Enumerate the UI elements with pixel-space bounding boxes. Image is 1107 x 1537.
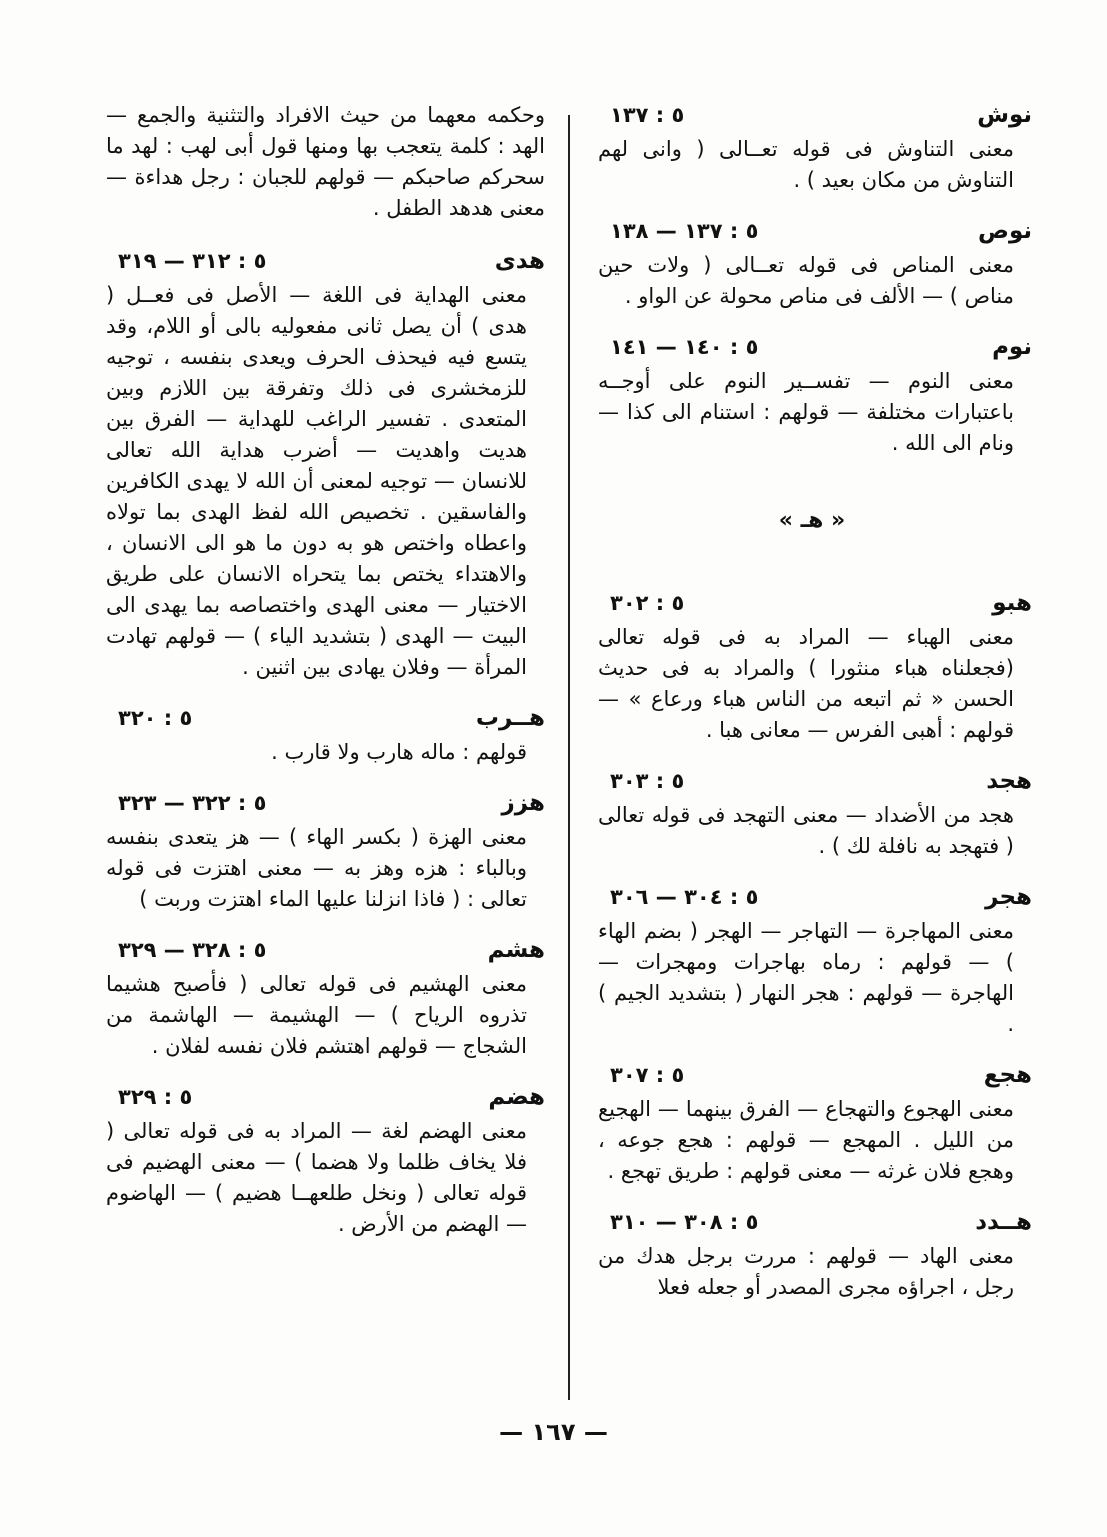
entry-reference: ٥ : ٣٠٤ — ٣٠٦ [610,885,759,909]
entry-nws [592,216,1032,312]
entry-hshm [100,935,545,1062]
entry-header [100,788,545,822]
entry-term: هزز [501,790,545,816]
entry-header [592,1060,1032,1094]
entry-reference: ٥ : ٣٢٩ [118,1085,193,1109]
entry-reference: ٥ : ٣٢٢ — ٣٢٣ [118,791,267,815]
entry-term: هبو [992,590,1032,616]
entry-header [592,100,1032,134]
entry-header [592,588,1032,622]
entry-definition: معنى الهشيم فى قوله تعالى ( فأصبح هشيما تذروه الرياح ) — الهشيمة — الهاشمة من الشجاج — قولهم اهتشم فلان نفسه لفلان . [106,972,527,1058]
right-column [592,100,1032,1323]
entry-definition: معنى الهزة ( بكسر الهاء ) — هز يتعدى بنفسه وبالباء : هزه وهز به — معنى اهتزت فى قوله تعالى : ( فاذا انزلنا عليها الماء اهتزت وربت ) [106,825,527,911]
entry-term: هدى [494,248,545,274]
left-column [100,100,545,1260]
letter-section-heading: « هـ » [778,508,846,533]
entry-reference: ٥ : ٣٠٨ — ٣١٠ [610,1210,759,1234]
entry-term: هجع [983,1062,1032,1088]
entry-term: هجد [986,768,1032,794]
entry-definition: معنى النوم — تفســير النوم على أوجــه باعتبارات مختلفة — قولهم : استنام الى كذا — ونام الى الله . [598,369,1014,455]
entry-term: هشم [487,937,545,963]
entry-definition: معنى التناوش فى قوله تعــالى ( وانى لهم التناوش من مكان بعيد ) . [598,137,1014,192]
page-number: — ١٦٧ — [499,1418,608,1446]
entry-nwsh [592,100,1032,196]
continued-definition: وحكمه معهما من حيث الافراد والتثنية والجمع — الهد : كلمة يتعجب بها ومنها قول أبى لهب : لهد ما سحركم صاحبكم — قولهم للجبان : رجل هداءة — معنى هدهد الطفل . [106,103,545,220]
entry-reference: ٥ : ١٤٠ — ١٤١ [610,335,759,359]
entry-hda [100,246,545,683]
entry-reference: ٥ : ٣٢٨ — ٣٢٩ [118,938,267,962]
entry-hrb [100,703,545,768]
entry-nwm [592,332,1032,459]
entry-header [100,246,545,280]
entry-reference: ٥ : ٣١٢ — ٣١٩ [118,249,267,273]
entry-definition: معنى الهداية فى اللغة — الأصل فى فعــل ( هدى ) أن يصل ثانى مفعوليه بالى أو اللام، وقد يتسع فيه فيحذف الحرف ويعدى بنفسه ، توجيه للزمخشرى فى ذلك وتفرقة بين اللازم وبين المتعدى . تفسير الراغب للهداية — الفرق بين هديت واهديت — أضرب هداية الله تعالى للانسان — توجيه لمعنى أن الله لا يهدى الكافرين والفاسقين . تخصيص الله لفظ الهدى بما تولاه واعطاه واختص هو به دون ما هو الى الانسان ، والاهتداء يختص بما يتحراه الانسان على طريق الاختيار — معنى الهدى واختصاصه بما يهدى الى البيت — الهدى ( بتشديد الياء ) — قولهم تهادت المرأة — وفلان يهادى بين اثنين . [106,283,527,679]
entry-term: نوم [992,334,1032,360]
entry-header [592,1207,1032,1241]
entry-reference: ٥ : ١٣٧ [610,103,685,127]
entry-term: هضم [488,1084,545,1110]
entry-term: هجر [985,884,1032,910]
entry-header [100,935,545,969]
entry-reference: ٥ : ٣٠٣ [610,769,685,793]
entry-term: نوص [978,218,1032,244]
entry-reference: ٥ : ٣٢٠ [118,706,193,730]
entry-definition: معنى الهجوع والتهجاع — الفرق بينهما — الهجيع من الليل . المهجع — قولهم : هجع جوعه ، وهجع فلان غرثه — معنى قولهم : طريق تهجع . [598,1097,1014,1183]
entry-term: هــدد [975,1209,1032,1235]
entry-definition: قولهم : ماله هارب ولا قارب . [271,740,527,764]
entry-hbw [592,588,1032,746]
entry-reference: ٥ : ٣٠٢ [610,591,685,615]
entry-definition: معنى المهاجرة — التهاجر — الهجر ( بضم الهاء ) — قولهم : رماه بهاجرات ومهجرات — الهاجرة — قولهم : هجر النهار ( بتشديد الجيم ) . [598,919,1014,1036]
entry-term: هــرب [475,705,545,731]
entry-hjd [592,766,1032,862]
entry-term: نوش [977,102,1032,128]
entry-hjr [592,882,1032,1040]
entry-header [100,1082,545,1116]
entry-definition: معنى الهباء — المراد به فى قوله تعالى (فجعلناه هباء منثورا ) والمراد به فى حديث الحسن « ثم اتبعه من الناس هباء ورعاع » — قولهم : أهبى الفرس — معانى هبا . [598,625,1014,742]
entry-definition: معنى الهضم لغة — المراد به فى قوله تعالى ( فلا يخاف ظلما ولا هضما ) — معنى الهضيم فى قوله تعالى ( ونخل طلعهــا هضيم ) — الهاضوم — الهضم من الأرض . [106,1119,527,1236]
column-divider [568,115,570,1400]
entry-hdd [592,1207,1032,1303]
entry-header [592,216,1032,250]
entry-definition: معنى المناص فى قوله تعــالى ( ولات حين مناص ) — الألف فى مناص محولة عن الواو . [598,253,1014,308]
entry-header [100,703,545,737]
entry-header [592,332,1032,366]
entry-reference: ٥ : ٣٠٧ [610,1063,685,1087]
entry-definition: هجد من الأضداد — معنى التهجد فى قوله تعالى ( فتهجد به نافلة لك ) . [598,803,1014,858]
entry-hzz [100,788,545,915]
entry-hja [592,1060,1032,1187]
entry-header [592,766,1032,800]
entry-header [592,882,1032,916]
entry-definition: معنى الهاد — قولهم : مررت برجل هدك من رجل ، اجراؤه مجرى المصدر أو جعله فعلا [598,1244,1014,1299]
entry-reference: ٥ : ١٣٧ — ١٣٨ [610,219,759,243]
entry-hdm [100,1082,545,1240]
